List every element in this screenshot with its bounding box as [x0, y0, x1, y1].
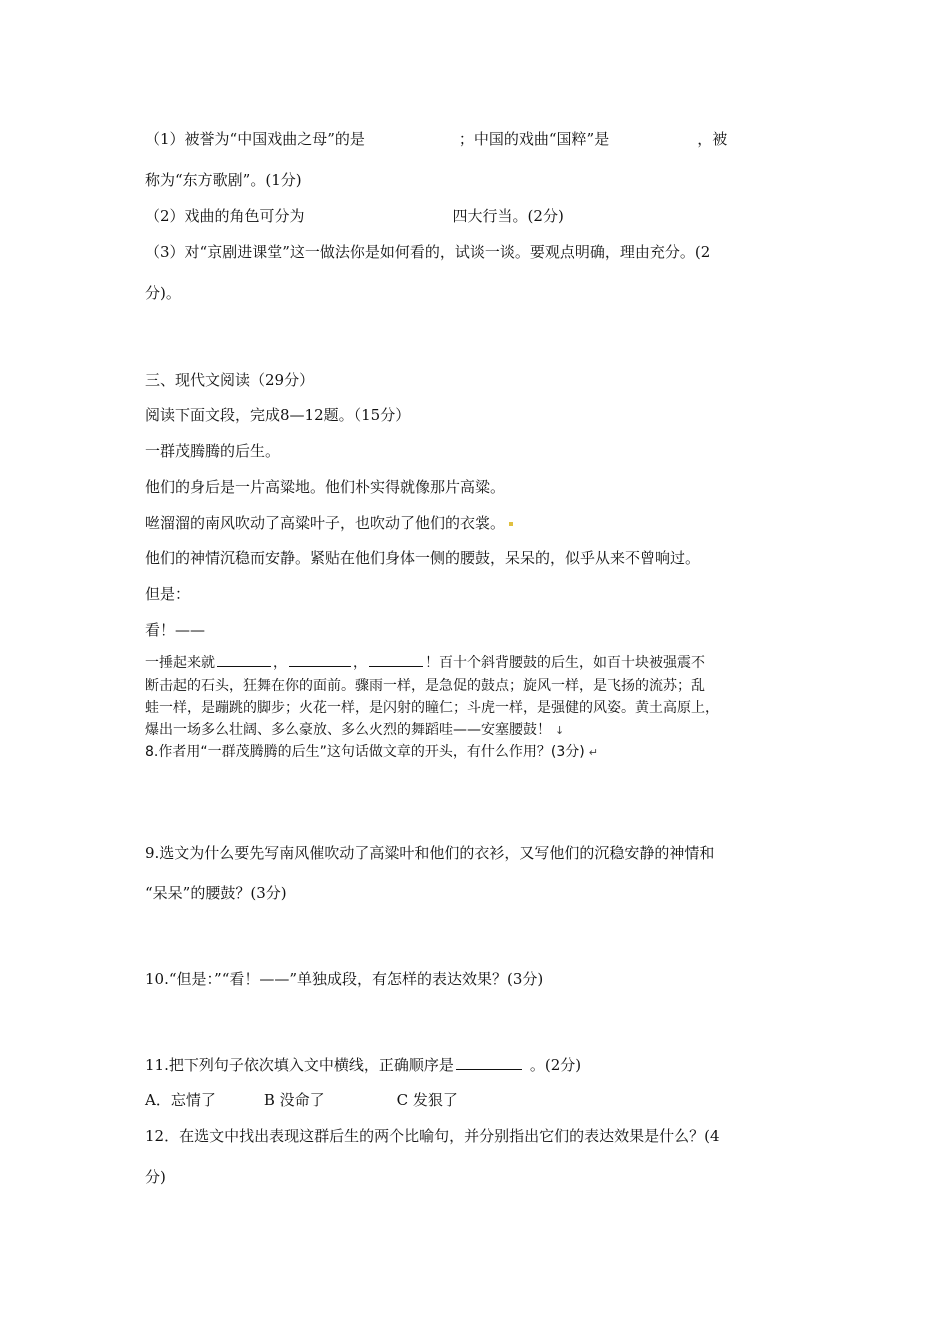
fill-blank-2[interactable]	[289, 654, 351, 667]
question-8-text: 8.作者用“一群茂腾腾的后生”这句话做文章的开头，有什么作用？(3分)	[145, 744, 585, 760]
embedded-line-1-comma-1: ，	[273, 655, 287, 671]
embedded-passage-line-2: 断击起的石头，狂舞在你的面前。骤雨一样，是急促的鼓点；旋风一样，是飞扬的流苏；乱	[145, 678, 705, 694]
question-11-text-b: 。(2分)	[529, 1056, 582, 1074]
q7-part2-text-b: 四大行当。(2分)	[452, 207, 564, 225]
embedded-passage-line-4	[145, 719, 564, 739]
question-8	[145, 741, 598, 761]
passage-paragraph-4: 他们的神情沉稳而安静。紧贴在他们身体一侧的腰鼓，呆呆的，似乎从来不曾响过。	[145, 549, 701, 567]
fill-blank-3[interactable]	[369, 654, 423, 667]
q7-part3-line2	[145, 282, 181, 303]
question-9-line-2: “呆呆”的腰鼓？(3分)	[145, 884, 287, 902]
question-12-line-2: 分)	[145, 1168, 166, 1186]
question-11	[145, 1054, 581, 1075]
q7-part2-line	[145, 205, 564, 226]
option-b: B 没命了	[263, 1091, 325, 1109]
q7-part1-text-b: ；中国的戏曲“国粹”是	[458, 130, 610, 148]
q7-part1-text-d: 称为“东方歌剧”。(1分)	[145, 171, 302, 189]
return-arrow-icon: ↵	[588, 746, 598, 759]
embedded-line-1-text-b: ！百十个斜背腰鼓的后生，如百十块被强震不	[425, 655, 705, 671]
highlight-mark	[509, 522, 513, 526]
section3-instruction: 阅读下面文段，完成8—12题。（15分）	[145, 406, 411, 424]
q7-part1-text-a: （1）被誉为“中国戏曲之母”的是	[145, 130, 365, 148]
q7-part3-text-a: （3）对“京剧进课堂”这一做法你是如何看的，试谈一谈。要观点明确，理由充分。(2	[145, 243, 711, 261]
fill-blank-1[interactable]	[217, 654, 271, 667]
q7-part3-line	[145, 241, 710, 262]
q7-part1-line	[145, 128, 727, 149]
passage-paragraph-2: 他们的身后是一片高粱地。他们朴实得就像那片高粱。	[145, 478, 506, 496]
q7-part1-line2	[145, 169, 302, 190]
q7-part2-text-a: （2）戏曲的角色可分为	[145, 207, 305, 225]
embedded-line-4-text: 爆出一场多么壮阔、多么豪放、多么火烈的舞蹈哇——安塞腰鼓！	[145, 722, 551, 738]
q7-part1-text-c: ，被	[697, 130, 728, 148]
question-11-text-a: 11.把下列句子依次填入文中横线，正确顺序是	[145, 1056, 454, 1074]
passage-paragraph-5: 但是：	[145, 585, 191, 603]
question-12-line-1: 12．在选文中找出表现这群后生的两个比喻句，并分别指出它们的表达效果是什么？(4	[145, 1127, 720, 1145]
passage-paragraph-1: 一群茂腾腾的后生。	[145, 442, 281, 460]
question-9-line-1: 9.选文为什么要先写南风催吹动了高粱叶和他们的衣衫，又写他们的沉稳安静的神情和	[145, 844, 715, 862]
embedded-line-1-comma-2: ，	[353, 655, 367, 671]
passage-paragraph-3	[145, 512, 513, 533]
q7-part3-text-b: 分)。	[145, 284, 181, 302]
passage-paragraph-6: 看！——	[145, 621, 206, 639]
embedded-passage-line-1	[145, 652, 705, 672]
option-a: A．忘情了	[145, 1091, 216, 1109]
embedded-passage-line-3: 蛙一样，是蹦跳的脚步；火花一样，是闪射的瞳仁；斗虎一样，是强健的风姿。黄土高原上，	[145, 700, 719, 716]
passage-paragraph-3-text: 咝溜溜的南风吹动了高粱叶子，也吹动了他们的衣裳。	[145, 514, 506, 532]
line-break-arrow-icon: ↓	[555, 724, 565, 737]
section3-heading: 三、现代文阅读（29分）	[145, 371, 315, 389]
embedded-line-1-text-a: 一捶起来就	[145, 655, 215, 671]
option-c: C 发狠了	[396, 1091, 458, 1109]
answer-blank[interactable]	[456, 1057, 522, 1070]
question-11-options	[145, 1089, 458, 1110]
question-10: 10.“但是：”“看！——”单独成段，有怎样的表达效果？(3分)	[145, 970, 544, 988]
